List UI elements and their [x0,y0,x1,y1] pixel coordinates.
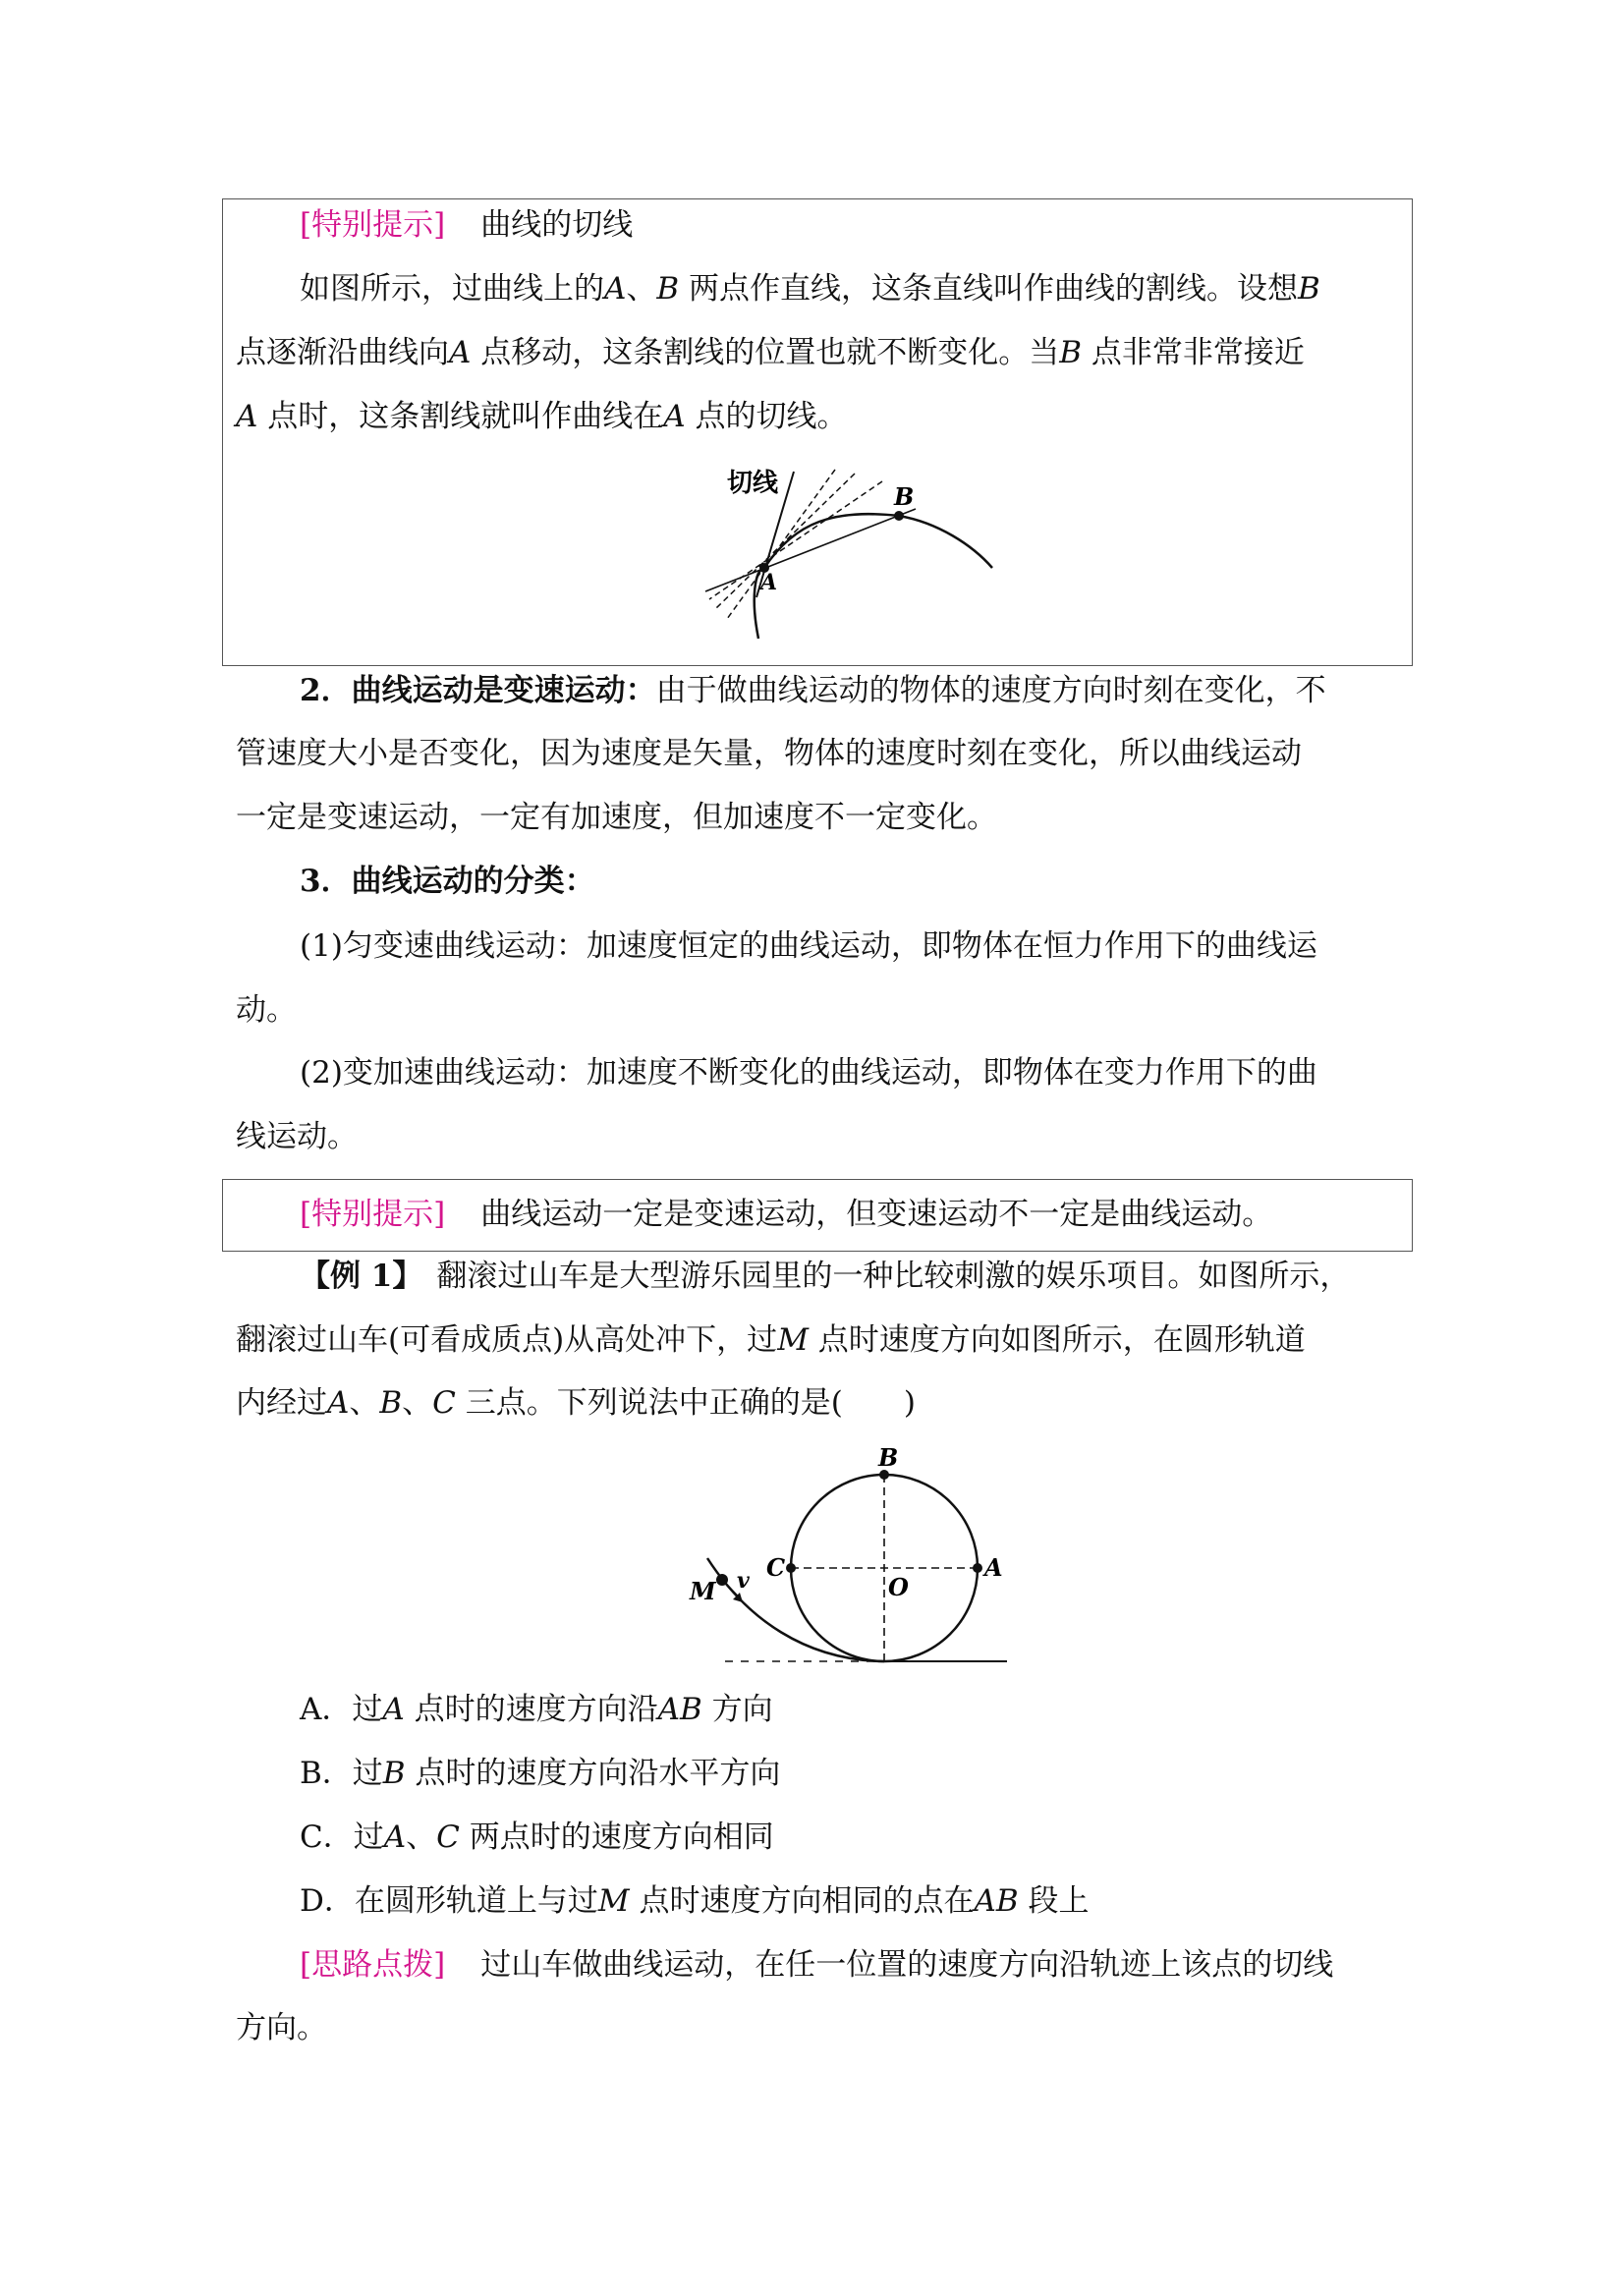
hint-line: [思路点拨] 过山车做曲线运动，在任一位置的速度方向沿轨迹上该点的切线 [300,1947,1334,1983]
paragraph-line: 点逐渐沿曲线向A 点移动，这条割线的位置也就不断变化。当B 点非常非常接近 [236,335,1305,370]
roller-coaster-figure [678,1442,1022,1670]
paragraph-line: A 点时，这条割线就叫作曲线在A 点的切线。 [236,399,848,434]
point-c [786,1563,796,1573]
tangent-figure [688,462,1012,644]
paragraph-line: 线运动。 [236,1119,358,1154]
option-a: A．过A 点时的速度方向沿AB 方向 [300,1692,773,1727]
tangent-label: 切线 [727,469,779,498]
paragraph-line: (1)匀变速曲线运动：加速度恒定的曲线运动，即物体在恒力作用下的曲线运 [300,928,1317,964]
paragraph-line: 管速度大小是否变化，因为速度是矢量，物体的速度时刻在变化，所以曲线运动 [236,736,1302,771]
label-a: A [760,570,778,595]
example-line: 【例 1】 翻滚过山车是大型游乐园里的一种比较刺激的娱乐项目。如图所示， [300,1259,1351,1294]
label-b: B [894,482,915,511]
paragraph-line: 如图所示，过曲线上的A、B 两点作直线，这条直线叫作曲线的割线。设想B [300,271,1320,307]
secant-line [705,509,916,591]
label-v: v [737,1568,750,1594]
hint-tag: [思路点拨] [300,1947,446,1983]
paragraph-line: 一定是变速运动，一定有加速度，但加速度不一定变化。 [236,800,997,835]
curve [755,514,992,639]
label-c: C [766,1553,786,1582]
item-heading: 3．曲线运动的分类： [300,864,595,899]
label-m: M [690,1577,716,1605]
hint-line: 方向。 [236,2010,327,2045]
tip-heading-1 [300,207,1469,243]
label-a: A [984,1553,1003,1582]
tip-title: 曲线的切线 [480,207,634,243]
option-b: B．过B 点时的速度方向沿水平方向 [300,1756,781,1791]
tip-tag: [特别提示] [300,1197,446,1232]
point-a [973,1563,982,1573]
option-c: C．过A、C 两点时的速度方向相同 [300,1820,774,1855]
tip-tag: [特别提示] [300,207,446,243]
paragraph-line: (2)变加速曲线运动：加速度不断变化的曲线运动，即物体在变力作用下的曲 [300,1055,1317,1091]
label-o: O [888,1573,909,1601]
label-b: B [878,1443,899,1472]
example-line: 翻滚过山车(可看成质点)从高处冲下，过M 点时速度方向如图所示，在圆形轨道 [236,1322,1306,1358]
item-heading: 2．曲线运动是变速运动： [300,673,656,708]
option-d: D．在圆形轨道上与过M 点时速度方向相同的点在AB 段上 [300,1883,1090,1919]
secant-dashed-3 [709,481,882,599]
point-b [894,511,904,521]
example-line: 内经过A、B、C 三点。下列说法中正确的是( ) [236,1385,916,1421]
incline-track [707,1558,884,1661]
example-label: 【例 1】 [300,1259,423,1294]
paragraph-line [300,864,1469,899]
tip-line: [特别提示] 曲线运动一定是变速运动，但变速运动不一定是曲线运动。 [300,1197,1273,1232]
paragraph-line: 2．曲线运动是变速运动：由于做曲线运动的物体的速度方向时刻在变化，不 [300,673,1326,708]
paragraph-line: 动。 [236,992,297,1028]
